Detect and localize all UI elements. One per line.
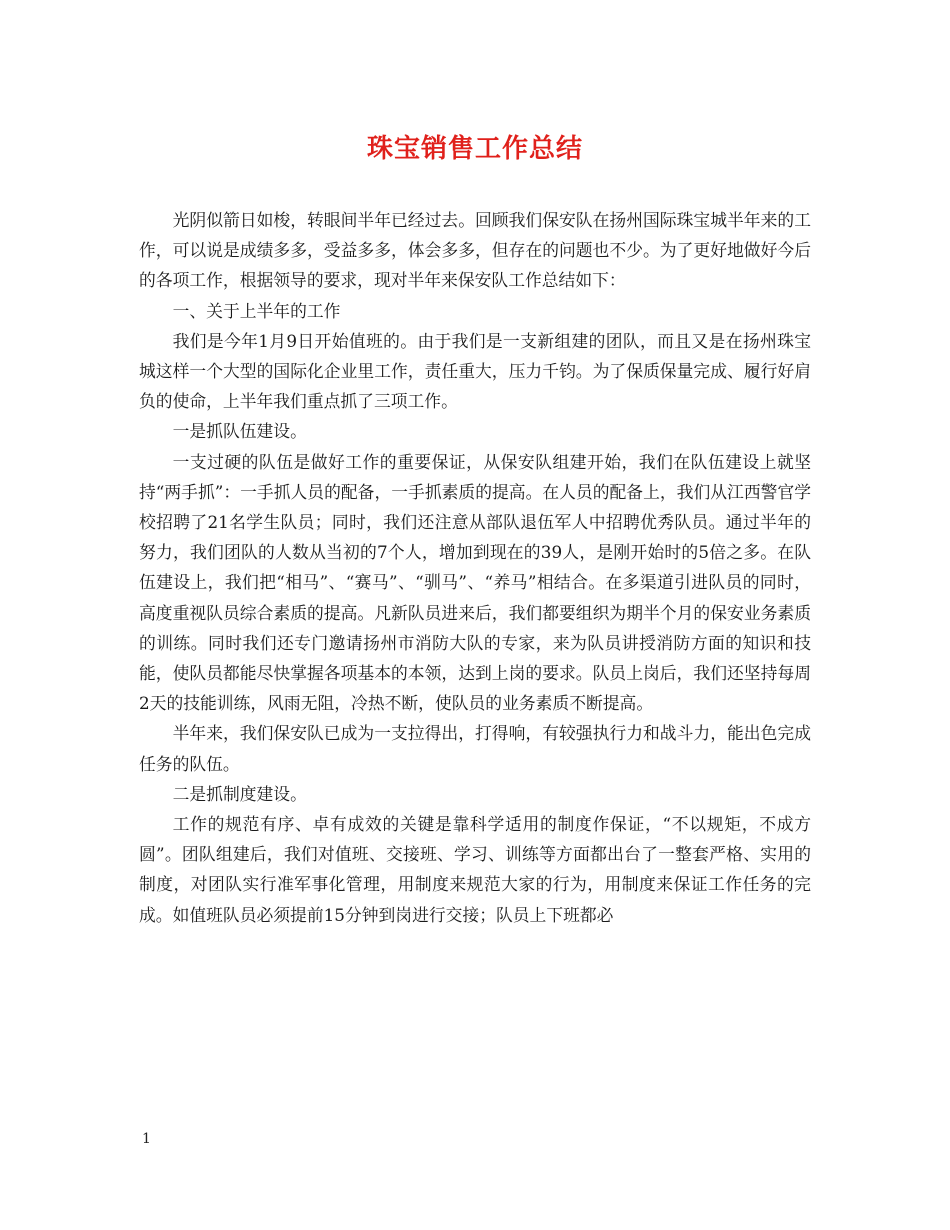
paragraph-half-year-result: 半年来，我们保安队已成为一支拉得出，打得响，有较强执行力和战斗力，能出色完成任务的队伍。 [139, 723, 811, 774]
page-number: 1 [142, 1131, 151, 1147]
document-body [139, 205, 811, 930]
section-heading-first-half: 一、关于上半年的工作 [172, 300, 341, 321]
subheading-team-building: 一是抓队伍建设。 [172, 421, 307, 442]
paragraph-system-building: 工作的规范有序、卓有成效的关键是靠科学适用的制度作保证，“不以规矩，不成方圆”。团队组建后，我们对值班、交接班、学习、训练等方面都出台了一整套严格、实用的制度，对团队实行准军事化管理，用制度来规范大家的行为，用制度来保证工作任务的完成。如值班队员必须提前15分钟到岗进行交接；队员上下班都必 [139, 814, 811, 925]
paragraph-start-duty: 我们是今年1月9日开始值班的。由于我们是一支新组建的团队，而且又是在扬州珠宝城这样一个大型的国际化企业里工作，责任重大，压力千钧。为了保质保量完成、履行好肩负的使命，上半年我们重点抓了三项工作。 [139, 330, 811, 412]
paragraph-intro: 光阴似箭日如梭，转眼间半年已经过去。回顾我们保安队在扬州国际珠宝城半年来的工作，可以说是成绩多多，受益多多，体会多多，但存在的问题也不少。为了更好地做好今后的各项工作，根据领导的要求，现对半年来保安队工作总结如下： [139, 210, 811, 291]
document-title: 珠宝销售工作总结 [366, 134, 583, 164]
paragraph-team-building: 一支过硬的队伍是做好工作的重要保证，从保安队组建开始，我们在队伍建设上就坚持“两手抓”：一手抓人员的配备，一手抓素质的提高。在人员的配备上，我们从江西警官学校招聘了21名学生队员；同时，我们还注意从部队退伍军人中招聘优秀队员。通过半年的努力，我们团队的人数从当初的7个人，增加到现在的39人，是刚开始时的5倍之多。在队伍建设上，我们把“相马”、“赛马”、“驯马”、“养马”相结合。在多渠道引进队员的同时，高度重视队员综合素质的提高。凡新队员进来后，我们都要组织为期半个月的保安业务素质的训练。同时我们还专门邀请扬州市消防大队的专家，来为队员讲授消防方面的知识和技能，使队员都能尽快掌握各项基本的本领，达到上岗的要求。队员上岗后，我们还坚持每周2天的技能训练，风雨无阻，冷热不断，使队员的业务素质不断提高。 [139, 451, 811, 714]
subheading-system-building: 二是抓制度建设。 [172, 783, 307, 804]
